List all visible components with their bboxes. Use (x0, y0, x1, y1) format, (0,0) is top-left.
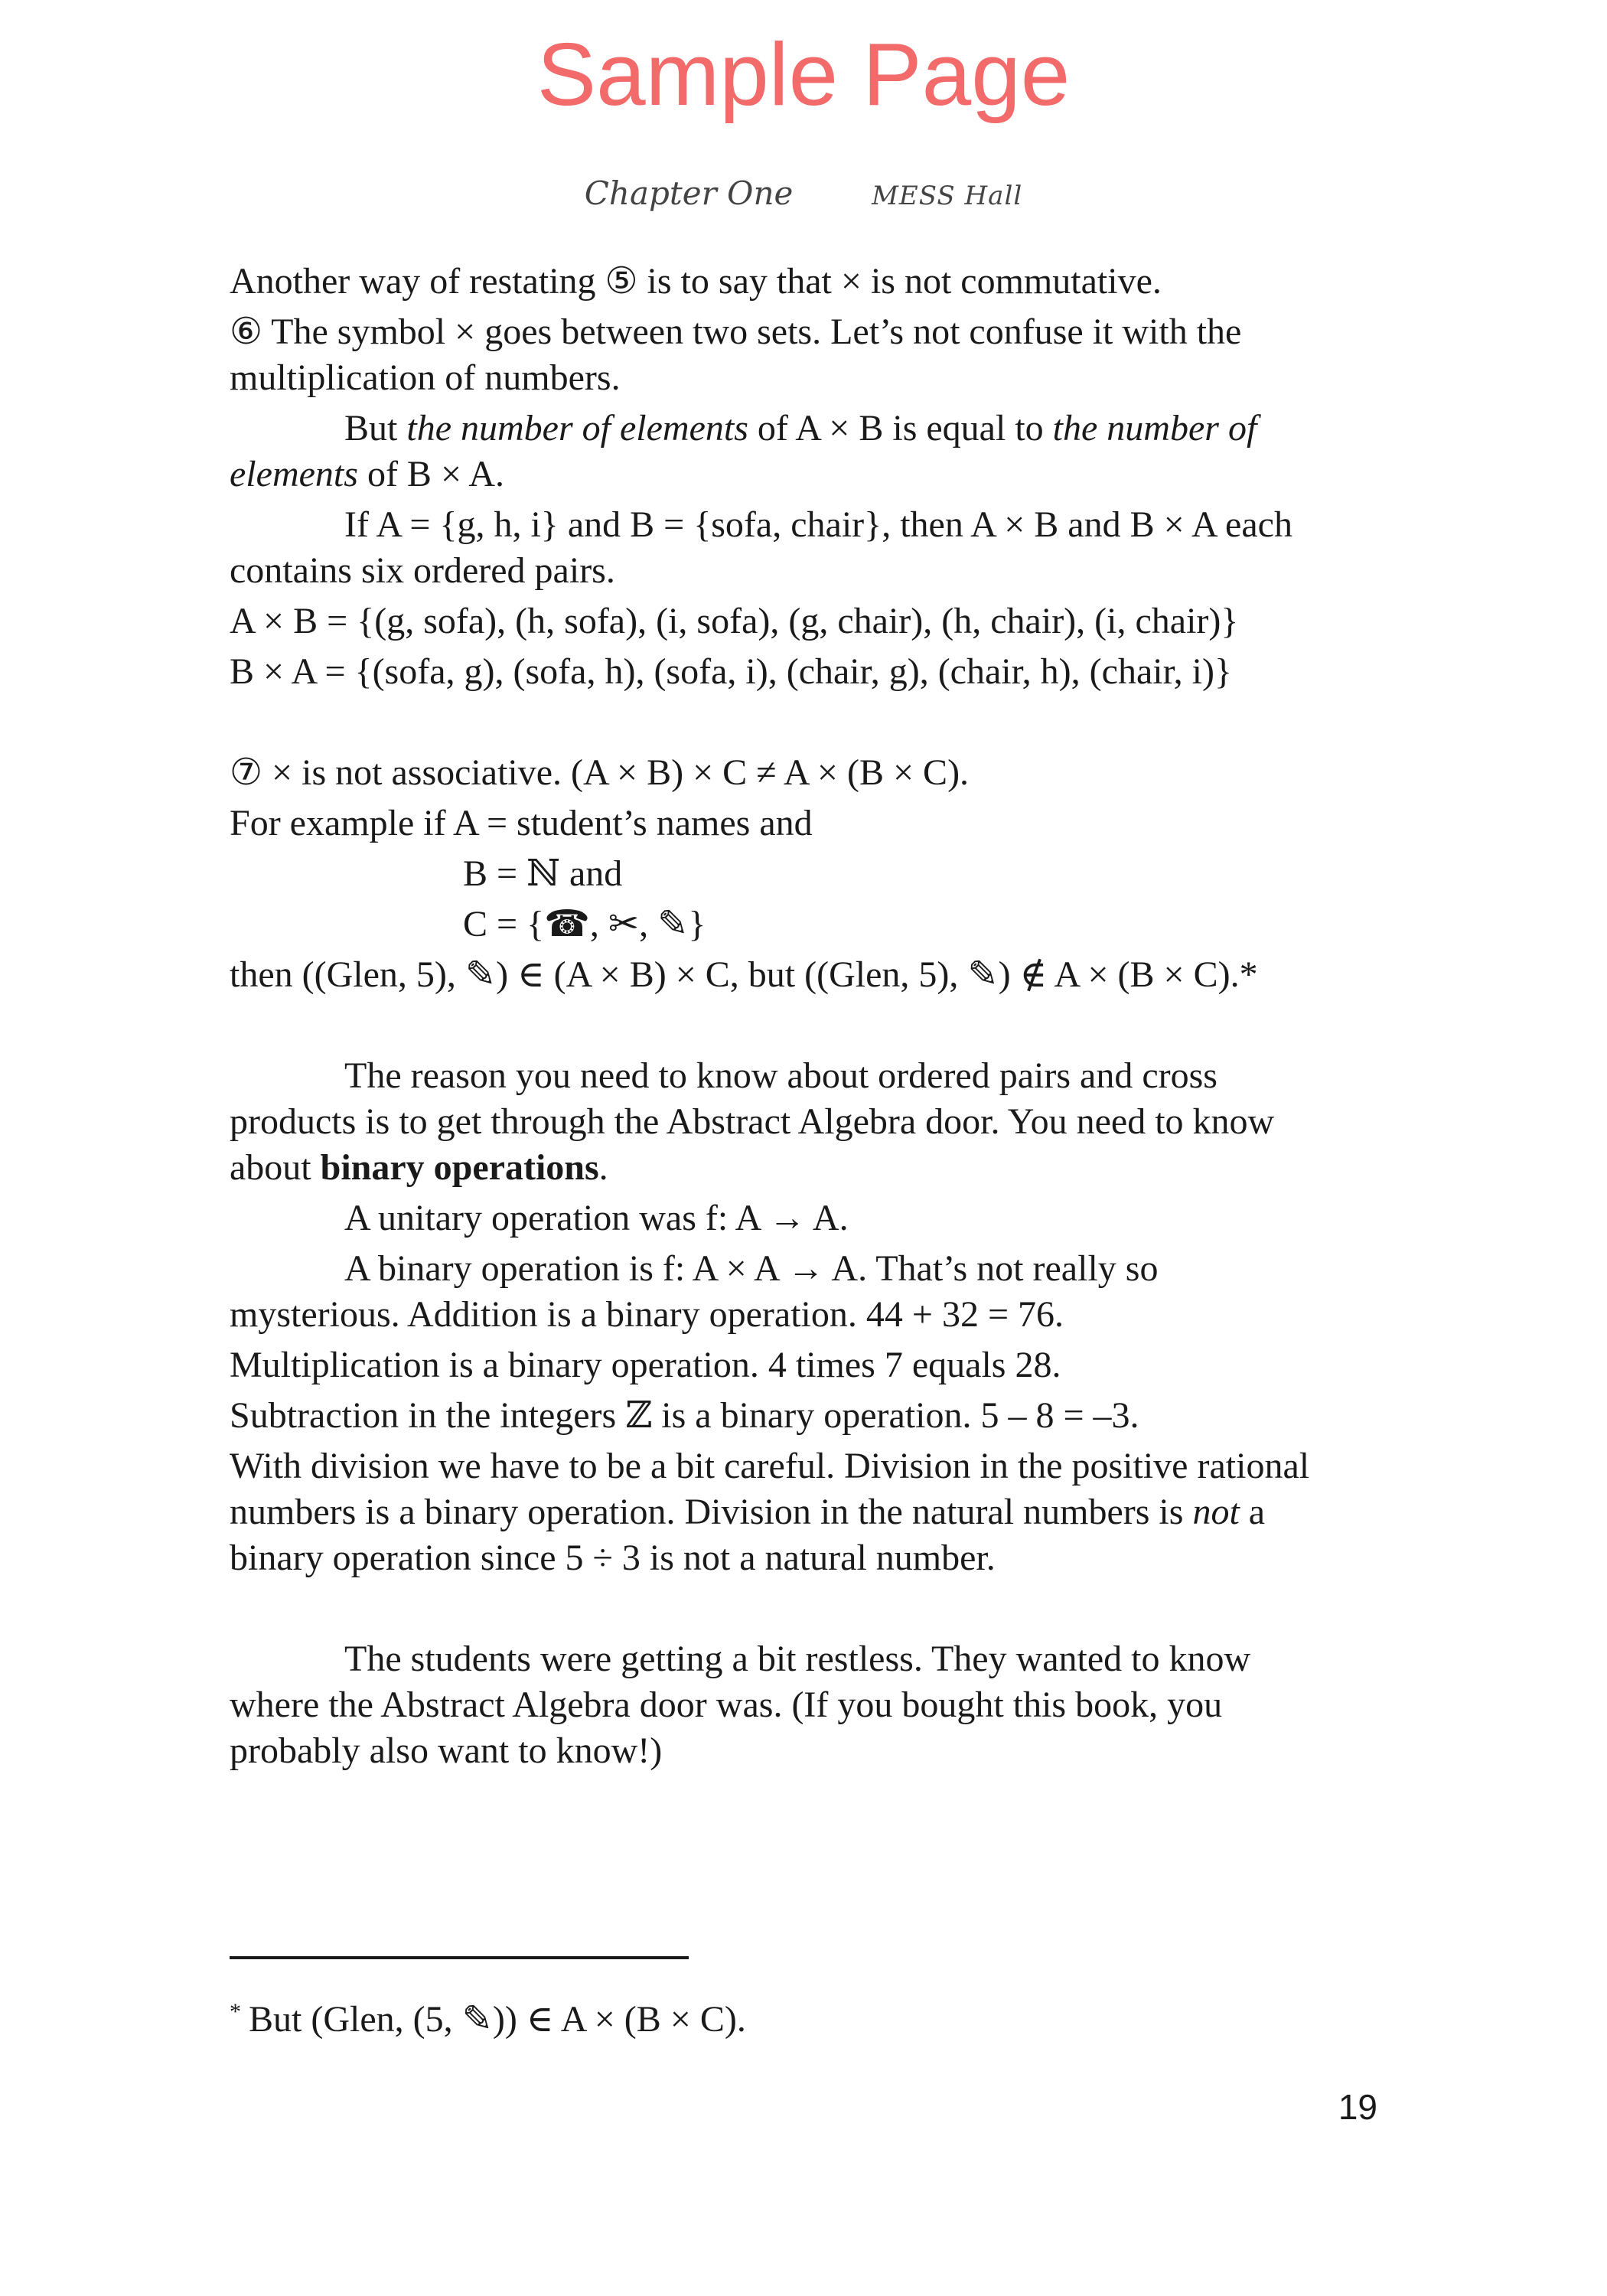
set-b-cross-a: B × A = {(sofa, g), (sofa, h), (sofa, i), (chair, g), (chair, h), (chair, i)} (230, 651, 1233, 692)
body-line: ⑦ × is not associative. (A × B) × C ≠ A × (B × C). (230, 752, 970, 793)
line-text: But (344, 408, 407, 448)
set-a-cross-b: A × B = {(g, sofa), (h, sofa), (i, sofa), (g, chair), (h, chair), (i, chair)} (230, 601, 1239, 641)
body-line: The reason you need to know about ordered pairs and cross (344, 1055, 1217, 1096)
body-line: Multiplication is a binary operation. 4 times 7 equals 28. (230, 1345, 1061, 1385)
body-line: binary operation since 5 ÷ 3 is not a natural number. (230, 1538, 996, 1578)
body-line (230, 1147, 608, 1188)
body-line: Another way of restating ⑤ is to say that × is not commutative. (230, 261, 1162, 302)
body-line: products is to get through the Abstract Algebra door. You need to know (230, 1101, 1275, 1142)
body-line: A unitary operation was f: A → A. (344, 1198, 849, 1238)
body-line: Subtraction in the integers ℤ is a binary operation. 5 – 8 = –3. (230, 1395, 1139, 1436)
body-line: then ((Glen, 5), ✎) ∈ (A × B) × C, but ((Glen, 5), ✎) ∉ A × (B × C).* (230, 954, 1258, 995)
body-line: probably also want to know!) (230, 1730, 663, 1771)
line-text: a (1239, 1492, 1266, 1532)
body-line: The students were getting a bit restless. They wanted to know (344, 1639, 1251, 1679)
chapter-title: Chapter One (584, 174, 794, 212)
page-number: 19 (1338, 2087, 1377, 2127)
line-text: about (230, 1147, 321, 1188)
footnote-rule (230, 1956, 689, 1959)
line-text: . (598, 1147, 608, 1188)
body-line: For example if A = student’s names and (230, 803, 813, 843)
body-line (230, 456, 504, 493)
footnote-text: But (Glen, (5, ✎)) ∈ A × (B × C). (249, 1999, 746, 2040)
set-c-symbols: C = {☎, ✂, ✎} (463, 904, 706, 944)
section-title: MESS Hall (872, 181, 1023, 211)
body-line: multiplication of numbers. (230, 357, 621, 398)
body-line (344, 410, 1257, 447)
italic-text: the number of elements (406, 408, 748, 448)
body-line: B = ℕ and (463, 853, 623, 894)
body-line: With division we have to be a bit careful. Division in the positive rational (230, 1446, 1310, 1486)
body-line: A binary operation is f: A × A → A. That’s not really so (344, 1248, 1159, 1289)
running-header (0, 174, 1607, 212)
sample-page-banner: Sample Page (536, 24, 1071, 124)
body-line: where the Abstract Algebra door was. (If you bought this book, you (230, 1684, 1223, 1725)
body-line: contains six ordered pairs. (230, 550, 615, 591)
body-line: mysterious. Addition is a binary operation. 44 + 32 = 76. (230, 1294, 1064, 1335)
italic-text: the number of (1052, 408, 1257, 448)
line-text: numbers is a binary operation. Division in the natural numbers is (230, 1492, 1193, 1532)
italic-text: not (1192, 1492, 1240, 1532)
footnote-mark: * (230, 1999, 241, 2024)
body-line (230, 1494, 1265, 1531)
line-text: of B × A. (357, 454, 505, 494)
line-text: of A × B is equal to (748, 408, 1053, 448)
footnote (230, 2001, 746, 2038)
body-line: If A = {g, h, i} and B = {sofa, chair}, then A × B and B × A each (344, 504, 1292, 545)
italic-text: elements (230, 454, 358, 494)
bold-term: binary operations (320, 1147, 599, 1188)
body-line: ⑥ The symbol × goes between two sets. Let’s not confuse it with the (230, 311, 1242, 352)
